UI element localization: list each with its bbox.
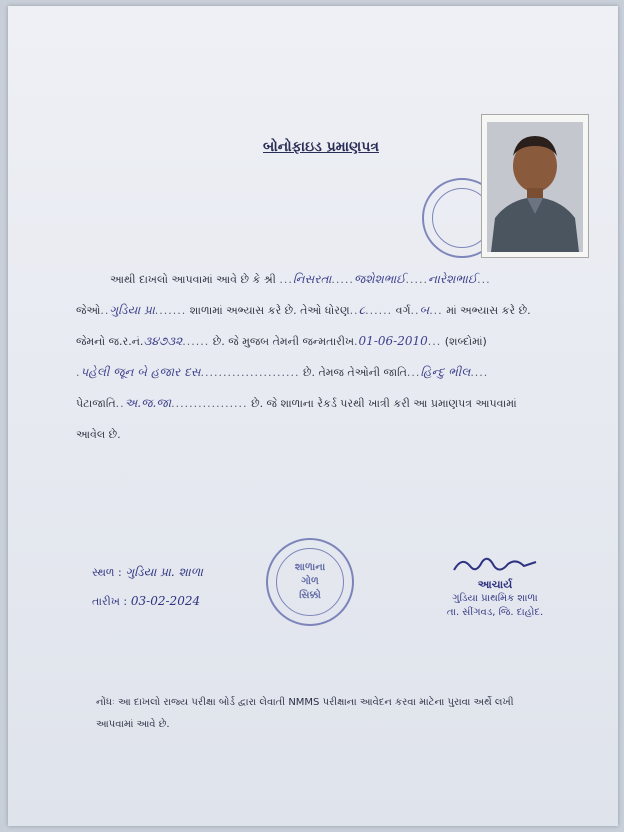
body-text-segment: આવેલ છે. bbox=[76, 428, 121, 441]
place-row bbox=[92, 558, 203, 587]
footnote-line-2: આપવામાં આવે છે. bbox=[96, 719, 170, 730]
footnote bbox=[96, 692, 576, 736]
body-line-1: આથી દાખલો આપવામાં આવે છે કે શ્રી ...નિસરતા.....જશેશભાઈ.....નારેશભાઈ... bbox=[110, 272, 491, 286]
body-line-2: જેઓ..ગુડિયા પ્રા....... શાળામાં અભ્યાસ કરે છે. તેઓ ધોરણ..૮...... વર્ગ..બ... માં અભ્યાસ કરે છે. bbox=[76, 303, 531, 317]
date-value: 03-02-2024 bbox=[130, 594, 201, 608]
principal-school: ગુડિયા પ્રાથમિક શાળા bbox=[452, 593, 538, 604]
gr-number: ૩૪૭૩૨ bbox=[143, 334, 183, 348]
body-text-segment: માં અભ્યાસ કરે છે. bbox=[446, 304, 531, 317]
body-line-5: પેટાજાતિ..અ.જ.જા................. છે. જે શાળાના રેકર્ડ પરથી ખાત્રી કરી આ પ્રમાણપત્ર આપવામાં bbox=[76, 396, 517, 410]
body-text-segment: આથી દાખલો આપવામાં આવે છે કે શ્રી bbox=[110, 273, 276, 286]
date-label: તારીખ : bbox=[92, 595, 128, 608]
date-of-birth: 01-06-2010 bbox=[358, 334, 428, 348]
principal-signature-block bbox=[420, 554, 570, 620]
body-text-segment: પેટાજાતિ bbox=[76, 397, 116, 410]
body-line-3: જેમનો જ.ર.નં.૩૪૭૩૨...... છે. જે મુજબ તેમની જન્મતારીખ.01-06-2010... (શબ્દોમાં) bbox=[76, 334, 487, 348]
principal-title: આચાર્ય bbox=[477, 578, 513, 591]
sub-caste: અ.જ.જા bbox=[124, 396, 172, 410]
body-text-segment: છે. જે મુજબ તેમની જન્મતારીખ bbox=[212, 335, 355, 348]
footnote-line-1: નોંધઃ આ દાખલો રાજ્ય પરીક્ષા બોર્ડ દ્વારા લેવાતી NMMS પરીક્ષાના આવેદન કરવા માટેના પુરાવા અર્થે લખી bbox=[96, 697, 514, 708]
body-text-segment: જેઓ bbox=[76, 304, 101, 317]
certificate-body bbox=[76, 264, 616, 450]
body-text-segment: છે. જે શાળાના રેકર્ડ પરથી ખાત્રી કરી આ પ્રમાણપત્ર આપવામાં bbox=[251, 397, 517, 410]
school-round-stamp bbox=[266, 538, 354, 626]
principal-signature bbox=[420, 554, 570, 578]
student-photo bbox=[481, 114, 589, 258]
stamp-line-1: શાળાના bbox=[294, 562, 326, 573]
student-name: નિસરતા bbox=[292, 272, 332, 286]
body-text-segment: (શબ્દોમાં) bbox=[444, 335, 487, 348]
place-date-block bbox=[92, 558, 203, 616]
date-row bbox=[92, 587, 203, 616]
stamp-line-2: ગોળ સિક્કો bbox=[299, 576, 321, 601]
surname: નારેશભાઈ bbox=[428, 272, 478, 286]
body-text-segment: જેમનો જ.ર.નં. bbox=[76, 335, 144, 348]
stamp-text bbox=[289, 561, 331, 603]
dob-in-words: પહેલી જૂન બે હજાર દસ bbox=[80, 365, 201, 379]
certificate-page bbox=[8, 6, 618, 826]
certificate-title: બોનોફાઇડ પ્રમાણપત્ર bbox=[263, 139, 379, 155]
division: બ bbox=[419, 303, 430, 317]
place-value: ગુડિયા પ્રા. શાળા bbox=[125, 565, 203, 579]
body-text-segment: શાળામાં અભ્યાસ કરે છે. તેઓ ધોરણ bbox=[189, 304, 350, 317]
principal-taluka: તા. સીંગવડ, જિ. દાહોદ. bbox=[446, 607, 544, 618]
body-line-6 bbox=[76, 419, 616, 450]
body-text-segment: છે. તેમજ તેઓની જાતિ bbox=[302, 366, 407, 379]
body-text-segment: વર્ગ bbox=[395, 304, 411, 317]
caste: હિન્દુ ભીલ bbox=[420, 365, 471, 379]
body-line-4: .પહેલી જૂન બે હજાર દસ...................... છે. તેમજ તેઓની જાતિ...હિન્દુ ભીલ.... bbox=[76, 365, 489, 379]
standard: ૮ bbox=[358, 303, 366, 317]
school-name: ગુડિયા પ્રા bbox=[109, 303, 155, 317]
father-name: જશેશભાઈ bbox=[353, 272, 406, 286]
place-label: સ્થળ : bbox=[92, 566, 122, 579]
student-photo-image bbox=[487, 122, 583, 252]
